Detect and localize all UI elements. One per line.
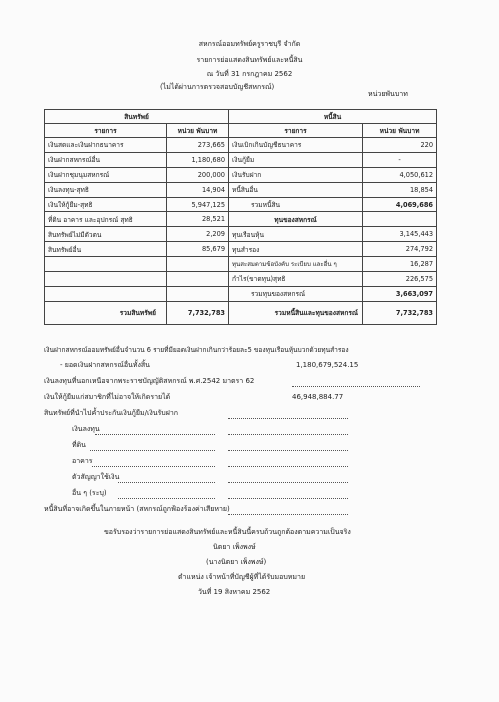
deposit-total-value: 1,180,679,524.15 bbox=[296, 361, 359, 369]
equity-title: ทุนของสหกรณ์ bbox=[229, 212, 363, 227]
collateral-dotted-line bbox=[92, 466, 215, 467]
liab-label: รวมทุนของสหกรณ์ bbox=[229, 286, 363, 301]
assets-item-header: รายการ bbox=[45, 124, 167, 138]
asset-value bbox=[167, 257, 229, 272]
collateral-dotted-line bbox=[95, 434, 215, 435]
liab-value: 16,287 bbox=[363, 257, 437, 272]
liab-label: ทุนสะสมตามข้อบังคับ ระเบียบ และอื่น ๆ bbox=[229, 257, 363, 272]
asset-value: 28,521 bbox=[167, 212, 229, 227]
liab-value: 4,050,612 bbox=[363, 167, 437, 182]
loan-value: 46,948,884.77 bbox=[292, 393, 344, 401]
liab-label: กำไร(ขาดทุน)สุทธิ bbox=[229, 272, 363, 287]
collateral-dotted-line bbox=[90, 450, 215, 451]
liab-label: เงินรับฝาก bbox=[229, 167, 363, 182]
collateral-item: ที่ดิน bbox=[72, 441, 86, 449]
asset-label: เงินลงทุน-สุทธิ bbox=[45, 182, 167, 197]
asset-value: 5,947,125 bbox=[167, 197, 229, 212]
asset-value bbox=[167, 286, 229, 301]
certify-statement: ขอรับรองว่ารายการย่อแสดงสินทรัพย์และหนี้สินนี้ครบถ้วนถูกต้องตามความเป็นจริง bbox=[104, 528, 351, 536]
asset-value: 2,209 bbox=[167, 227, 229, 242]
liab-unit-header: หน่วย พันบาท bbox=[363, 124, 437, 138]
signer-full-name: (นางนิตยา เพ็งพงษ์) bbox=[206, 558, 267, 566]
liab-value: 4,069,686 bbox=[363, 197, 437, 212]
collateral-dotted-line bbox=[228, 450, 348, 451]
liabilities-title: หนี้สิน bbox=[229, 110, 437, 124]
total-row bbox=[45, 301, 437, 324]
deposit-total-label: - ยอดเงินฝากสหกรณ์อื่นทั้งสิ้น bbox=[60, 361, 150, 369]
collateral-item: เงินลงทุน bbox=[72, 425, 100, 433]
collateral-dotted-line bbox=[118, 498, 215, 499]
table-row bbox=[45, 227, 437, 242]
balance-sheet-table bbox=[44, 109, 437, 325]
table-row bbox=[45, 182, 437, 197]
asset-value bbox=[167, 272, 229, 287]
org-name: สหกรณ์ออมทรัพย์ครูราชบุรี จำกัด bbox=[198, 40, 301, 48]
liab-label: เงินเบิกเกินบัญชีธนาคาร bbox=[229, 138, 363, 153]
collateral-dotted-line bbox=[228, 418, 348, 419]
liab-value: 226,575 bbox=[363, 272, 437, 287]
column-header-row bbox=[45, 124, 437, 138]
asset-value: 200,000 bbox=[167, 167, 229, 182]
collateral-dotted-line bbox=[228, 482, 348, 483]
asset-label: ที่ดิน อาคาร และอุปกรณ์ สุทธิ bbox=[45, 212, 167, 227]
collateral-dotted-line bbox=[228, 434, 348, 435]
asset-label bbox=[45, 272, 167, 287]
liab-value bbox=[363, 212, 437, 227]
assets-unit-header: หน่วย พันบาท bbox=[167, 124, 229, 138]
collateral-item: อื่น ๆ (ระบุ) bbox=[72, 489, 107, 497]
signed-date: วันที่ 19 สิงหาคม 2562 bbox=[198, 588, 271, 596]
invest-dotted-line bbox=[292, 386, 420, 387]
liab-label: ทุนเรือนหุ้น bbox=[229, 227, 363, 242]
asset-label: เงินฝากสหกรณ์อื่น bbox=[45, 152, 167, 167]
asset-label: สินทรัพย์อื่น bbox=[45, 242, 167, 257]
table-row bbox=[45, 167, 437, 182]
invest-note: เงินลงทุนที่นอกเหนือจากพระราชบัญญัติสหกรณ์ พ.ศ.2542 มาตรา 62 bbox=[44, 377, 255, 385]
asset-label: สินทรัพย์ไม่มีตัวตน bbox=[45, 227, 167, 242]
asset-label: เงินสดและเงินฝากธนาคาร bbox=[45, 138, 167, 153]
loan-note: เงินให้กู้ยืมแก่สมาชิกที่ไม่อาจให้เกิดรายได้ bbox=[44, 393, 171, 401]
total-liab-label: รวมหนี้สินและทุนของสหกรณ์ bbox=[229, 301, 363, 324]
contingent-note: หนี้สินที่อาจเกิดขึ้นในภายหน้า (สหกรณ์ถูกฟ้องร้องค่าเสียหาย) bbox=[44, 505, 230, 513]
table-row bbox=[45, 286, 437, 301]
liab-value: 3,663,097 bbox=[363, 286, 437, 301]
liab-label: หนี้สินอื่น bbox=[229, 182, 363, 197]
collateral-dotted-line bbox=[228, 466, 348, 467]
total-assets-value: 7,732,783 bbox=[167, 301, 229, 324]
liab-value: 18,854 bbox=[363, 182, 437, 197]
collateral-item: ตัวสัญญาใช้เงิน bbox=[72, 473, 120, 481]
table-row bbox=[45, 197, 437, 212]
liab-value: - bbox=[363, 152, 437, 167]
table-row bbox=[45, 257, 437, 272]
asset-value: 273,665 bbox=[167, 138, 229, 153]
asset-value: 1,180,680 bbox=[167, 152, 229, 167]
audit-note: (ไม่ได้ผ่านการตรวจสอบบัญชีสหกรณ์) bbox=[160, 83, 275, 91]
collateral-dotted-line bbox=[118, 482, 215, 483]
collateral-title: สินทรัพย์ที่นำไปค้ำประกันเงินกู้ยืม/เงินรับฝาก bbox=[44, 409, 179, 417]
liab-item-header: รายการ bbox=[229, 124, 363, 138]
liab-label: เงินกู้ยืม bbox=[229, 152, 363, 167]
unit-label: หน่วยพันบาท bbox=[368, 90, 408, 98]
total-assets-label: รวมสินทรัพย์ bbox=[45, 301, 167, 324]
asset-label: เงินฝากชุมนุมสหกรณ์ bbox=[45, 167, 167, 182]
total-liab-value: 7,732,783 bbox=[363, 301, 437, 324]
report-date: ณ วันที่ 31 กรกฎาคม 2562 bbox=[206, 70, 293, 78]
asset-value: 14,904 bbox=[167, 182, 229, 197]
table-row bbox=[45, 138, 437, 153]
liab-value: 274,792 bbox=[363, 242, 437, 257]
collateral-dotted-line bbox=[228, 498, 348, 499]
collateral-item: อาคาร bbox=[72, 457, 93, 465]
liab-label: ทุนสำรอง bbox=[229, 242, 363, 257]
asset-label bbox=[45, 257, 167, 272]
deposit-note: เงินฝากสหกรณ์ออมทรัพย์อื่นจำนวน 6 รายที่มียอดเงินฝากเกินกว่าร้อยละ5 ของทุนเรือนหุ้นบวกด้วยทุนสำรอง bbox=[44, 346, 349, 354]
section-header-row bbox=[45, 110, 437, 124]
assets-title: สินทรัพย์ bbox=[45, 110, 229, 124]
table-row bbox=[45, 272, 437, 287]
asset-label bbox=[45, 286, 167, 301]
table-row bbox=[45, 242, 437, 257]
signer-position: ตำแหน่ง เจ้าหน้าที่บัญชีผู้ที่ได้รับมอบหมาย bbox=[178, 573, 306, 581]
asset-value: 85,679 bbox=[167, 242, 229, 257]
liab-value: 3,145,443 bbox=[363, 227, 437, 242]
table-row bbox=[45, 212, 437, 227]
liab-label: รวมหนี้สิน bbox=[229, 197, 363, 212]
signer-name: นิตยา เพ็งพงษ์ bbox=[213, 543, 256, 551]
liab-value: 220 bbox=[363, 138, 437, 153]
contingent-dotted-line bbox=[228, 514, 348, 515]
report-title: รายการย่อแสดงสินทรัพย์และหนี้สิน bbox=[196, 56, 303, 64]
table-row bbox=[45, 152, 437, 167]
asset-label: เงินให้กู้ยืม-สุทธิ bbox=[45, 197, 167, 212]
